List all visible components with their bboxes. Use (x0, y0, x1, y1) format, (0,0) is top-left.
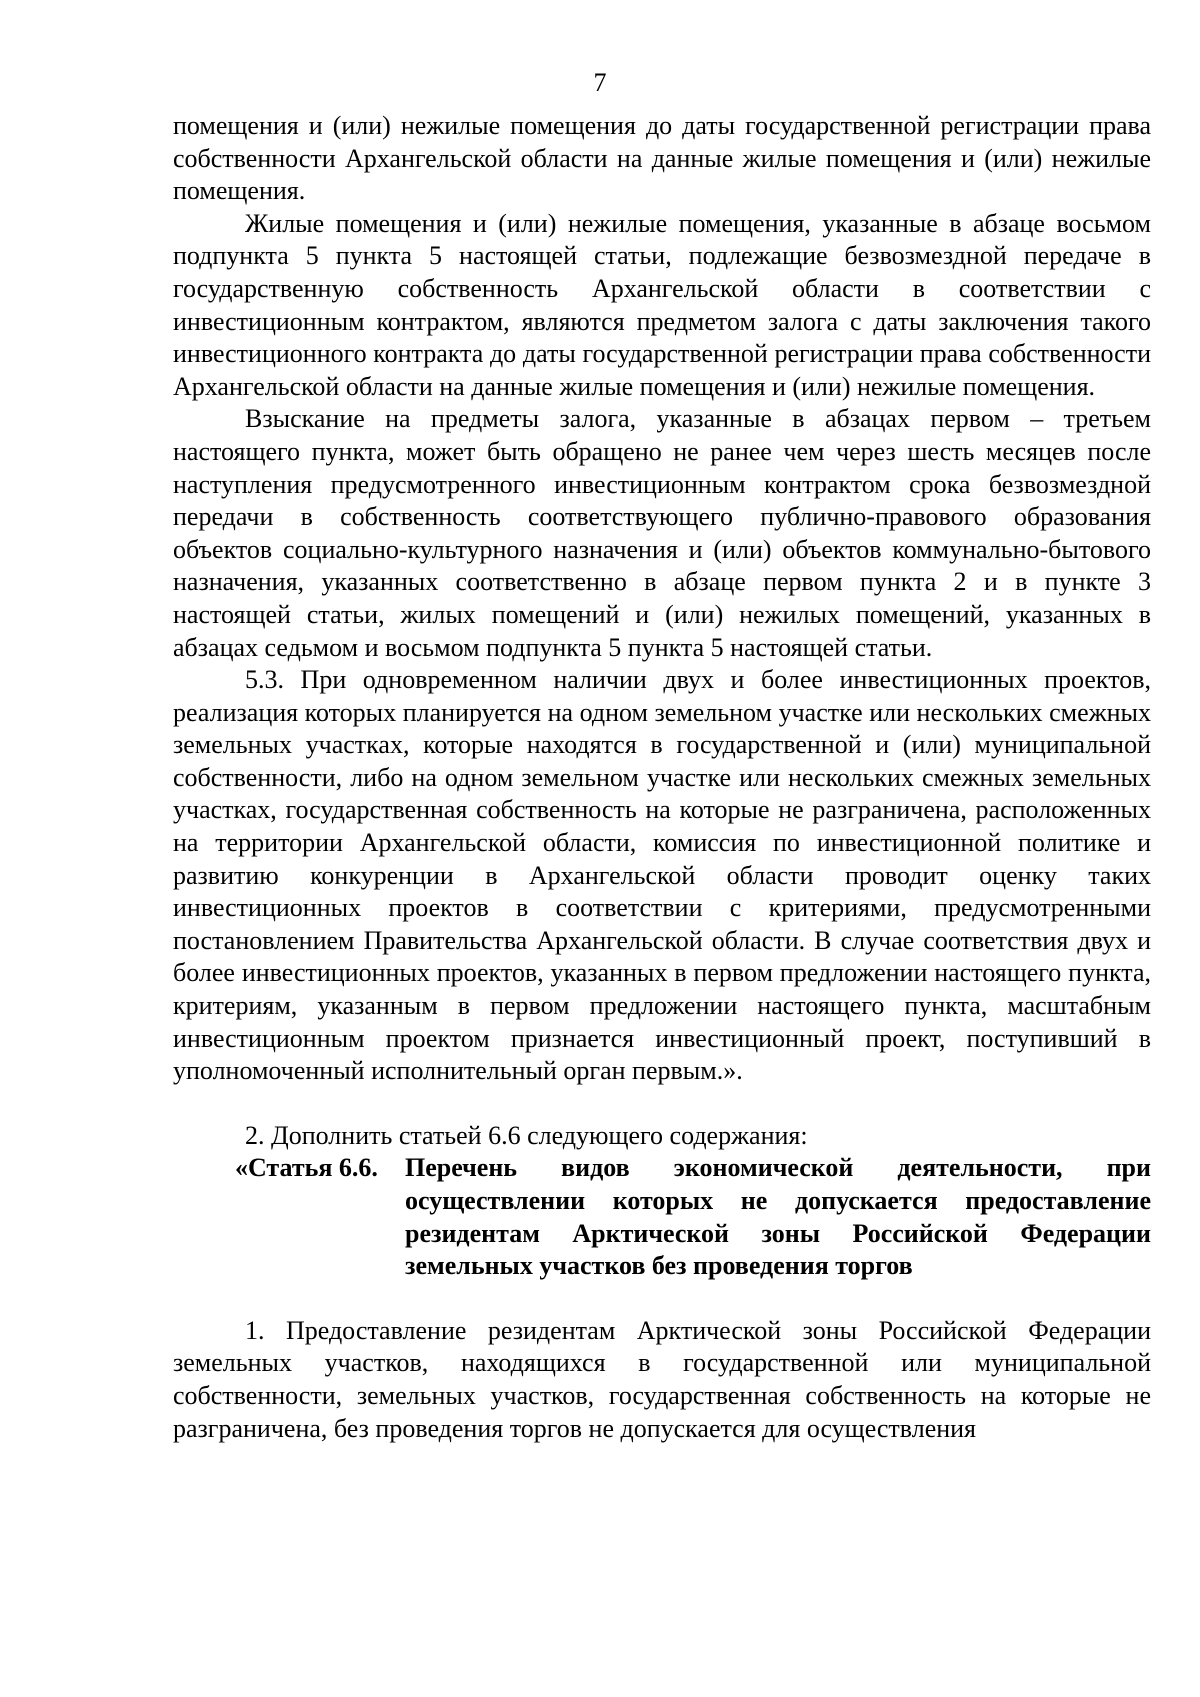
page-number: 7 (593, 68, 607, 97)
paragraph-continuation: помещения и (или) нежилые помещения до даты государственной регистрации права собственности Архангельской области на данные жилые помещения и (или) нежилые помещения. (173, 111, 1151, 206)
paragraph-residential-premises: Жилые помещения и (или) нежилые помещения, указанные в абзаце восьмом подпункта 5 пункта 5 настоящей статьи, подлежащие безвозмездной передаче в государственную собственность Архангельской области в соответствии с инвестиционным контрактом, являются предметом залога с даты заключения такого инвестиционного контракта до даты государственной регистрации права собственности Архангельской области на данные жилые помещения и (или) нежилые помещения. (173, 208, 1151, 401)
article-heading (173, 1152, 1151, 1282)
document-body (173, 110, 1151, 1445)
paragraph-5-3: 5.3. При одновременном наличии двух и более инвестиционных проектов, реализация которых планируется на одном земельном участке или нескольких смежных земельных участках, которые находятся в государственной и (или) муниципальной собственности, либо на одном земельном участке или нескольких смежных земельных участках, государственная собственность на которые не разграничена, расположенных на территории Архангельской области, комиссия по инвестиционной политике и развитию конкуренции в Архангельской области проводит оценку таких инвестиционных проектов в соответствии с критериями, предусмотренными постановлением Правительства Архангельской области. В случае соответствия двух и более инвестиционных проектов, указанных в первом предложении настоящего пункта, критериям, указанным в первом предложении настоящего пункта, масштабным инвестиционным проектом признается инвестиционный проект, поступивший в уполномоченный исполнительный орган первым.». (173, 665, 1151, 1086)
paragraph-article-6-6-item-1: 1. Предоставление резидентам Арктической зоны Российской Федерации земельных участков, находящихся в государственной или муниципальной собственности, земельных участков, государственная собственность на которые не разграничена, без проведения торгов не допускается для осуществления (173, 1315, 1151, 1443)
paragraph-amendment-2: 2. Дополнить статьей 6.6 следующего содержания: (245, 1120, 808, 1150)
paragraph-pledge-recovery: Взыскание на предметы залога, указанные в абзацах первом – третьем настоящего пункта, может быть обращено не ранее чем через шесть месяцев после наступления предусмотренного инвестиционным контрактом срока безвозмездной передачи в собственность соответствующего публично-правового образования объектов социально-культурного назначения и (или) объектов коммунально-бытового назначения, указанных соответственно в абзаце первом пункта 2 и в пункте 3 настоящей статьи, жилых помещений и (или) нежилых помещений, указанных в абзацах седьмом и восьмом подпункта 5 пункта 5 настоящей статьи. (173, 404, 1151, 662)
article-label: «Статья 6.6. (235, 1153, 378, 1183)
article-title: Перечень видов экономической деятельности, при осуществлении которых не допускается предоставление резидентам Арктической зоны Российской Федерации земельных участков без проведения торгов (405, 1153, 1151, 1281)
